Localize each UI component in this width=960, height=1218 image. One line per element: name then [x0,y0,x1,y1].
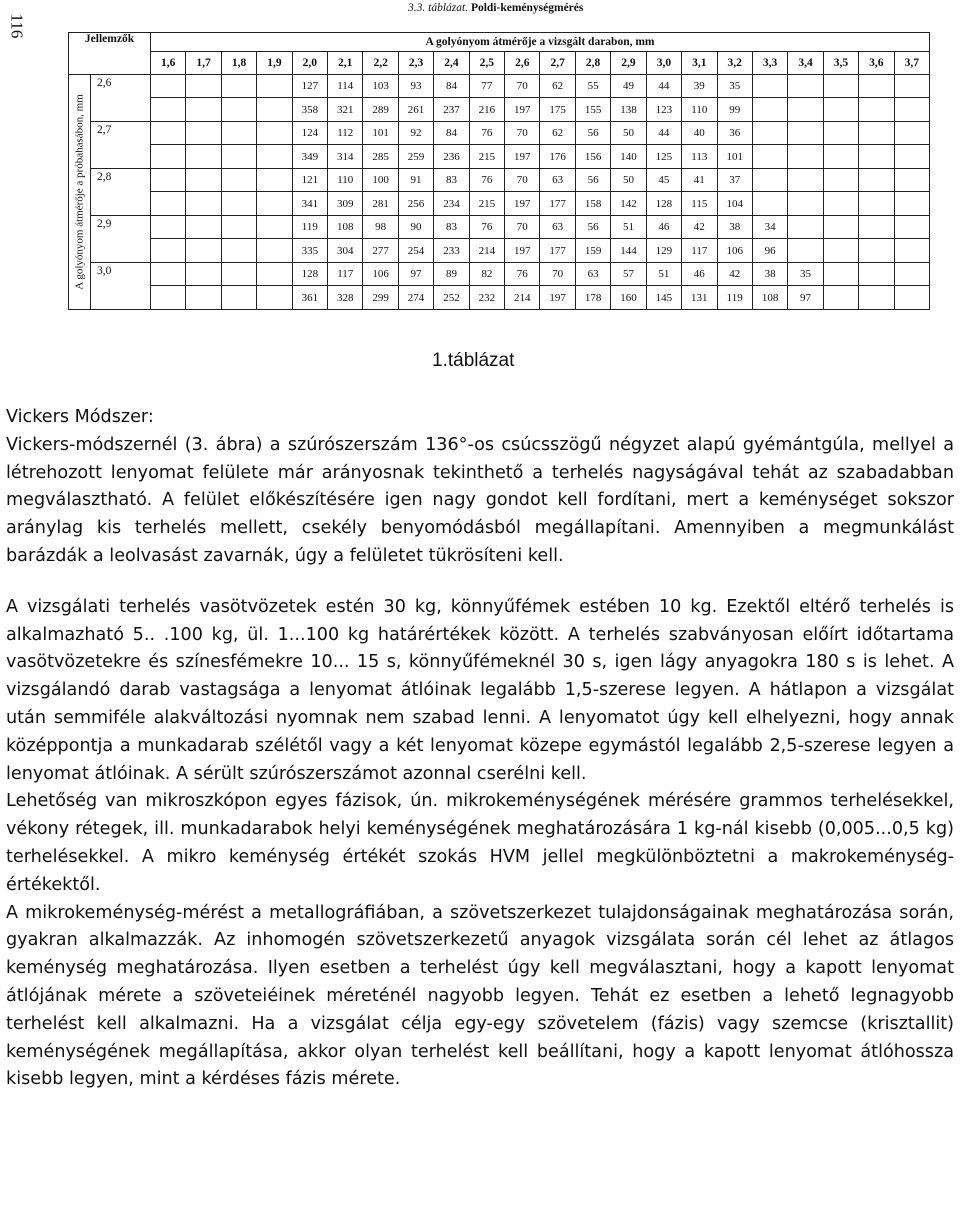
hardness-cell: 37 [717,169,752,192]
hardness-cell: 90 [398,216,433,239]
hardness-cell: 197 [505,98,540,122]
column-header: 3,7 [894,52,929,75]
hardness-cell [151,122,186,145]
poldi-hardness-table [68,32,930,310]
hardness-cell: 76 [469,216,504,239]
hardness-cell: 145 [646,286,681,310]
hardness-cell: 234 [434,192,469,216]
table-corner-label: Jellemzők [69,33,151,75]
hardness-cell: 128 [292,263,327,286]
hardness-cell: 46 [682,263,717,286]
hardness-cell: 277 [363,239,398,263]
hardness-cell [257,169,292,192]
hardness-cell [221,286,256,310]
hardness-cell: 232 [469,286,504,310]
hardness-cell [894,122,929,145]
hardness-cell: 35 [788,263,823,286]
hardness-cell: 254 [398,239,433,263]
row-diameter: 3,0 [91,263,151,310]
hardness-cell: 142 [611,192,646,216]
hardness-cell [894,145,929,169]
hardness-cell: 84 [434,122,469,145]
hardness-cell [859,122,894,145]
hardness-cell: 197 [505,239,540,263]
column-header: 3,3 [752,52,787,75]
hardness-cell: 62 [540,75,575,98]
hardness-cell [186,263,221,286]
hardness-cell: 70 [505,169,540,192]
hardness-cell: 128 [646,192,681,216]
hardness-cell [788,98,823,122]
hardness-cell: 44 [646,122,681,145]
column-header: 2,0 [292,52,327,75]
section-title: Vickers Módszer: [6,407,154,427]
hardness-cell: 289 [363,98,398,122]
hardness-cell [221,98,256,122]
column-header: 2,4 [434,52,469,75]
hardness-cell: 160 [611,286,646,310]
hardness-cell: 34 [752,216,787,239]
hardness-cell [859,145,894,169]
hardness-cell: 274 [398,286,433,310]
hardness-cell [221,263,256,286]
hardness-cell [221,239,256,263]
hardness-cell [894,286,929,310]
hardness-cell: 155 [575,98,610,122]
hardness-cell: 108 [752,286,787,310]
row-diameter: 2,7 [91,122,151,169]
hardness-cell: 55 [575,75,610,98]
hardness-cell [823,122,858,145]
hardness-cell: 216 [469,98,504,122]
hardness-cell [257,98,292,122]
hardness-cell: 45 [646,169,681,192]
table-row [69,239,930,263]
hardness-cell [859,169,894,192]
hardness-cell: 56 [575,122,610,145]
hardness-cell [221,122,256,145]
hardness-cell [823,192,858,216]
hardness-cell: 103 [363,75,398,98]
hardness-cell: 84 [434,75,469,98]
hardness-cell: 197 [505,145,540,169]
hardness-cell [257,122,292,145]
hardness-cell: 93 [398,75,433,98]
hardness-cell [894,169,929,192]
table-row [69,75,930,98]
hardness-cell: 42 [717,263,752,286]
hardness-cell [151,192,186,216]
hardness-cell: 117 [328,263,363,286]
hardness-cell [221,192,256,216]
column-header: 3,5 [823,52,858,75]
hardness-cell [221,75,256,98]
hardness-cell: 99 [717,98,752,122]
hardness-cell [823,216,858,239]
body-text [6,404,954,1094]
table-caption-1: 1.táblázat [432,350,515,371]
hardness-cell: 63 [540,216,575,239]
hardness-cell [186,286,221,310]
hardness-cell [151,216,186,239]
hardness-cell: 215 [469,192,504,216]
row-diameter: 2,8 [91,169,151,216]
column-header: 2,8 [575,52,610,75]
hardness-cell: 127 [292,75,327,98]
hardness-cell: 256 [398,192,433,216]
hardness-cell [894,239,929,263]
hardness-cell: 41 [682,169,717,192]
hardness-cell: 281 [363,192,398,216]
hardness-cell [823,145,858,169]
column-header: 3,0 [646,52,681,75]
hardness-cell: 110 [328,169,363,192]
hardness-cell [752,98,787,122]
hardness-cell [894,98,929,122]
hardness-cell: 285 [363,145,398,169]
column-header: 1,8 [221,52,256,75]
hardness-cell [151,145,186,169]
hardness-cell [788,122,823,145]
hardness-cell: 38 [717,216,752,239]
hardness-cell: 299 [363,286,398,310]
hardness-cell [186,239,221,263]
hardness-cell: 77 [469,75,504,98]
hardness-cell [257,286,292,310]
table-caption [408,2,583,14]
column-header: 2,5 [469,52,504,75]
hardness-cell: 112 [328,122,363,145]
hardness-cell: 83 [434,216,469,239]
hardness-cell [752,145,787,169]
hardness-cell [221,169,256,192]
hardness-cell: 83 [434,169,469,192]
hardness-cell [859,216,894,239]
hardness-cell [752,122,787,145]
hardness-cell [894,192,929,216]
hardness-cell [788,145,823,169]
hardness-cell: 314 [328,145,363,169]
hardness-cell [859,263,894,286]
hardness-cell: 309 [328,192,363,216]
hardness-cell [788,192,823,216]
hardness-cell [788,239,823,263]
hardness-cell [186,122,221,145]
table-row [69,192,930,216]
hardness-cell [186,192,221,216]
hardness-cell: 197 [540,286,575,310]
hardness-cell: 63 [575,263,610,286]
column-header: 1,7 [186,52,221,75]
hardness-cell [257,145,292,169]
hardness-cell: 119 [717,286,752,310]
hardness-cell [151,239,186,263]
hardness-cell: 131 [682,286,717,310]
table-row [69,169,930,192]
hardness-cell: 215 [469,145,504,169]
hardness-cell: 178 [575,286,610,310]
hardness-cell [823,75,858,98]
hardness-cell [257,263,292,286]
hardness-cell: 97 [398,263,433,286]
hardness-cell: 96 [752,239,787,263]
table-row [69,145,930,169]
hardness-cell [894,216,929,239]
hardness-cell: 123 [646,98,681,122]
hardness-cell: 63 [540,169,575,192]
column-header: 3,4 [788,52,823,75]
table-caption-name: Poldi-keménységmérés [470,2,584,14]
column-header: 3,6 [859,52,894,75]
hardness-cell [788,75,823,98]
hardness-cell: 51 [646,263,681,286]
hardness-cell: 349 [292,145,327,169]
table-caption-number: 3.3. táblázat. [408,2,469,14]
column-header: 2,9 [611,52,646,75]
column-header: 2,7 [540,52,575,75]
hardness-cell: 197 [505,192,540,216]
hardness-cell: 92 [398,122,433,145]
column-header: 3,1 [682,52,717,75]
hardness-cell: 36 [717,122,752,145]
hardness-cell [823,169,858,192]
hardness-cell: 76 [505,263,540,286]
hardness-cell: 50 [611,122,646,145]
row-diameter: 2,9 [91,216,151,263]
hardness-cell: 70 [540,263,575,286]
hardness-cell: 56 [575,216,610,239]
hardness-cell: 261 [398,98,433,122]
column-header: 2,1 [328,52,363,75]
column-header: 2,2 [363,52,398,75]
hardness-cell: 106 [717,239,752,263]
hardness-cell: 121 [292,169,327,192]
hardness-cell [859,239,894,263]
paragraph-2: A vizsgálati terhelés vasötvözetek estén 30 kg, könnyűfémek estében 10 kg. Ezektől eltérő terhelés is alkalmazható 5.. .100 kg, ül. 1...100 kg határértékek között. A terhelés szabványosan előírt időtartama vasötvözetekre és színesfémekre 10... 15 s, könnyűfémeknél 30 s, igen lágy anyagokra 180 s is lehet. A vizsgálandó darab vastagsága a lenyomat átlóinak legalább 1,5-szerese legyen. A hátlapon a vizsgálat után semmiféle alakváltozási nyomnak nem szabad lenni. A lenyomatot úgy kell elhelyezni, hogy annak középpontja a munkadarab szélétől vagy a két lenyomat közepe egymástól legalább 2,5-szerese legyen a lenyomat átlóinak. A sérült szúrószerszámot azonnal cserélni kell. [6,596,954,784]
hardness-cell: 252 [434,286,469,310]
hardness-cell: 117 [682,239,717,263]
hardness-cell [186,216,221,239]
hardness-cell [823,263,858,286]
hardness-cell: 38 [752,263,787,286]
column-header: 3,2 [717,52,752,75]
paragraph-4: A mikrokeménység-mérést a metallográfiában, a szövetszerkezet tulajdonságainak meghatározása során, gyakran alkalmazzák. Az inhomogén szövetszerkezetű anyagok vizsgálata során cél lehet az átlagos keménység meghatározása. Ilyen esetben a terhelést úgy kell megválasztani, hogy a kapott lenyomat átlójának mérete a szöveteiéinek méreténél nagyobb legyen. Tehát ez esetben a lehető legnagyobb terhelést kell alkalmazni. Ha a vizsgálat célja egy-egy szövetelem (fázis) vagy szemcse (krisztallit) keménységének megállapítása, akkor olyan terhelést kell beállítani, hogy a kapott lenyomat átlóhossza kisebb legyen, mint a kérdéses fázis mérete. [6,902,954,1090]
hardness-cell [151,286,186,310]
table-group-header: A golyónyom átmérője a vizsgált darabon, mm [151,33,930,52]
paragraph-3: Lehetőség van mikroszkópon egyes fázisok, ún. mikrokeménységének mérésére grammos terhelésekkel, vékony rétegek, ill. munkadarabok helyi keménységének meghatározására 1 kg-nál kisebb (0,005...0,5 kg) terhelésekkel. A mikro keménység értékét szokás HVM jellel megkülönböztetni a makrokeménység-értékektől. [6,791,954,895]
table-row [69,122,930,145]
hardness-cell: 175 [540,98,575,122]
row-axis-label: A golyónyom átmérője a próbahasábon, mm [73,94,85,290]
hardness-cell: 44 [646,75,681,98]
hardness-cell: 62 [540,122,575,145]
page-number: 116 [7,13,27,39]
hardness-cell: 104 [717,192,752,216]
row-axis-label-cell [69,75,91,310]
hardness-cell: 42 [682,216,717,239]
hardness-cell: 91 [398,169,433,192]
hardness-cell: 98 [363,216,398,239]
column-header: 1,9 [257,52,292,75]
hardness-cell: 140 [611,145,646,169]
hardness-cell: 82 [469,263,504,286]
table-row [69,216,930,239]
hardness-cell [752,169,787,192]
table-row [69,263,930,286]
hardness-cell: 70 [505,216,540,239]
table-body [69,75,930,310]
hardness-cell [257,239,292,263]
hardness-cell [894,263,929,286]
hardness-cell [186,169,221,192]
hardness-cell: 114 [328,75,363,98]
hardness-cell [257,192,292,216]
hardness-cell [752,75,787,98]
hardness-cell: 101 [717,145,752,169]
hardness-cell [788,216,823,239]
hardness-cell: 125 [646,145,681,169]
hardness-cell: 158 [575,192,610,216]
hardness-cell [823,286,858,310]
column-header: 1,6 [151,52,186,75]
hardness-cell: 113 [682,145,717,169]
hardness-cell: 361 [292,286,327,310]
paragraph-1: Vickers-módszernél (3. ábra) a szúrószerszám 136°-os csúcsszögű négyzet alapú gyémántgúla, mellyel a létrehozott lenyomat felülete már arányosnak tekinthető a terhelés nagyságával tehát az szabadabban megválasztható. A felület előkészítésére igen nagy gondot kell fordítani, mert a keménységet sokszor aránylag kis terhelés mellett, csekély benyomódásból megállapítani. Amennyiben a megmunkálást barázdák a leolvasást zavarnák, úgy a felületet tükrösíteni kell. [6,434,954,566]
hardness-cell: 233 [434,239,469,263]
hardness-cell: 101 [363,122,398,145]
hardness-cell: 341 [292,192,327,216]
hardness-cell [859,192,894,216]
hardness-cell: 304 [328,239,363,263]
hardness-cell: 115 [682,192,717,216]
hardness-cell: 76 [469,122,504,145]
hardness-cell: 49 [611,75,646,98]
hardness-cell: 177 [540,192,575,216]
hardness-cell [859,286,894,310]
hardness-cell [788,169,823,192]
hardness-cell [823,239,858,263]
hardness-cell [859,98,894,122]
hardness-cell: 106 [363,263,398,286]
hardness-cell: 89 [434,263,469,286]
hardness-cell [186,98,221,122]
hardness-cell [151,98,186,122]
hardness-cell: 50 [611,169,646,192]
hardness-cell: 177 [540,239,575,263]
hardness-cell [221,216,256,239]
hardness-cell [752,192,787,216]
column-header: 2,6 [505,52,540,75]
hardness-cell: 321 [328,98,363,122]
hardness-cell: 159 [575,239,610,263]
hardness-cell: 124 [292,122,327,145]
hardness-cell: 156 [575,145,610,169]
hardness-cell: 259 [398,145,433,169]
hardness-cell: 57 [611,263,646,286]
table-row [69,98,930,122]
hardness-cell: 108 [328,216,363,239]
hardness-cell [894,75,929,98]
hardness-cell: 237 [434,98,469,122]
column-header: 2,3 [398,52,433,75]
hardness-cell: 138 [611,98,646,122]
hardness-cell: 35 [717,75,752,98]
hardness-cell: 97 [788,286,823,310]
hardness-cell: 46 [646,216,681,239]
hardness-cell [221,145,256,169]
hardness-cell: 39 [682,75,717,98]
hardness-cell [186,145,221,169]
hardness-cell: 358 [292,98,327,122]
hardness-cell [151,263,186,286]
hardness-cell: 129 [646,239,681,263]
hardness-cell [859,75,894,98]
column-header-row [69,52,930,75]
hardness-cell: 214 [469,239,504,263]
hardness-cell: 236 [434,145,469,169]
hardness-cell: 110 [682,98,717,122]
hardness-cell [151,75,186,98]
hardness-cell: 40 [682,122,717,145]
hardness-cell: 100 [363,169,398,192]
hardness-cell: 335 [292,239,327,263]
hardness-cell [151,169,186,192]
hardness-cell [257,75,292,98]
hardness-cell [257,216,292,239]
hardness-cell: 56 [575,169,610,192]
hardness-cell: 70 [505,75,540,98]
hardness-cell: 328 [328,286,363,310]
hardness-cell: 144 [611,239,646,263]
hardness-cell: 76 [469,169,504,192]
hardness-cell: 119 [292,216,327,239]
hardness-cell: 51 [611,216,646,239]
hardness-cell: 214 [505,286,540,310]
table-row [69,286,930,310]
row-diameter: 2,6 [91,75,151,122]
hardness-cell [186,75,221,98]
hardness-cell: 176 [540,145,575,169]
hardness-cell: 70 [505,122,540,145]
hardness-cell [823,98,858,122]
